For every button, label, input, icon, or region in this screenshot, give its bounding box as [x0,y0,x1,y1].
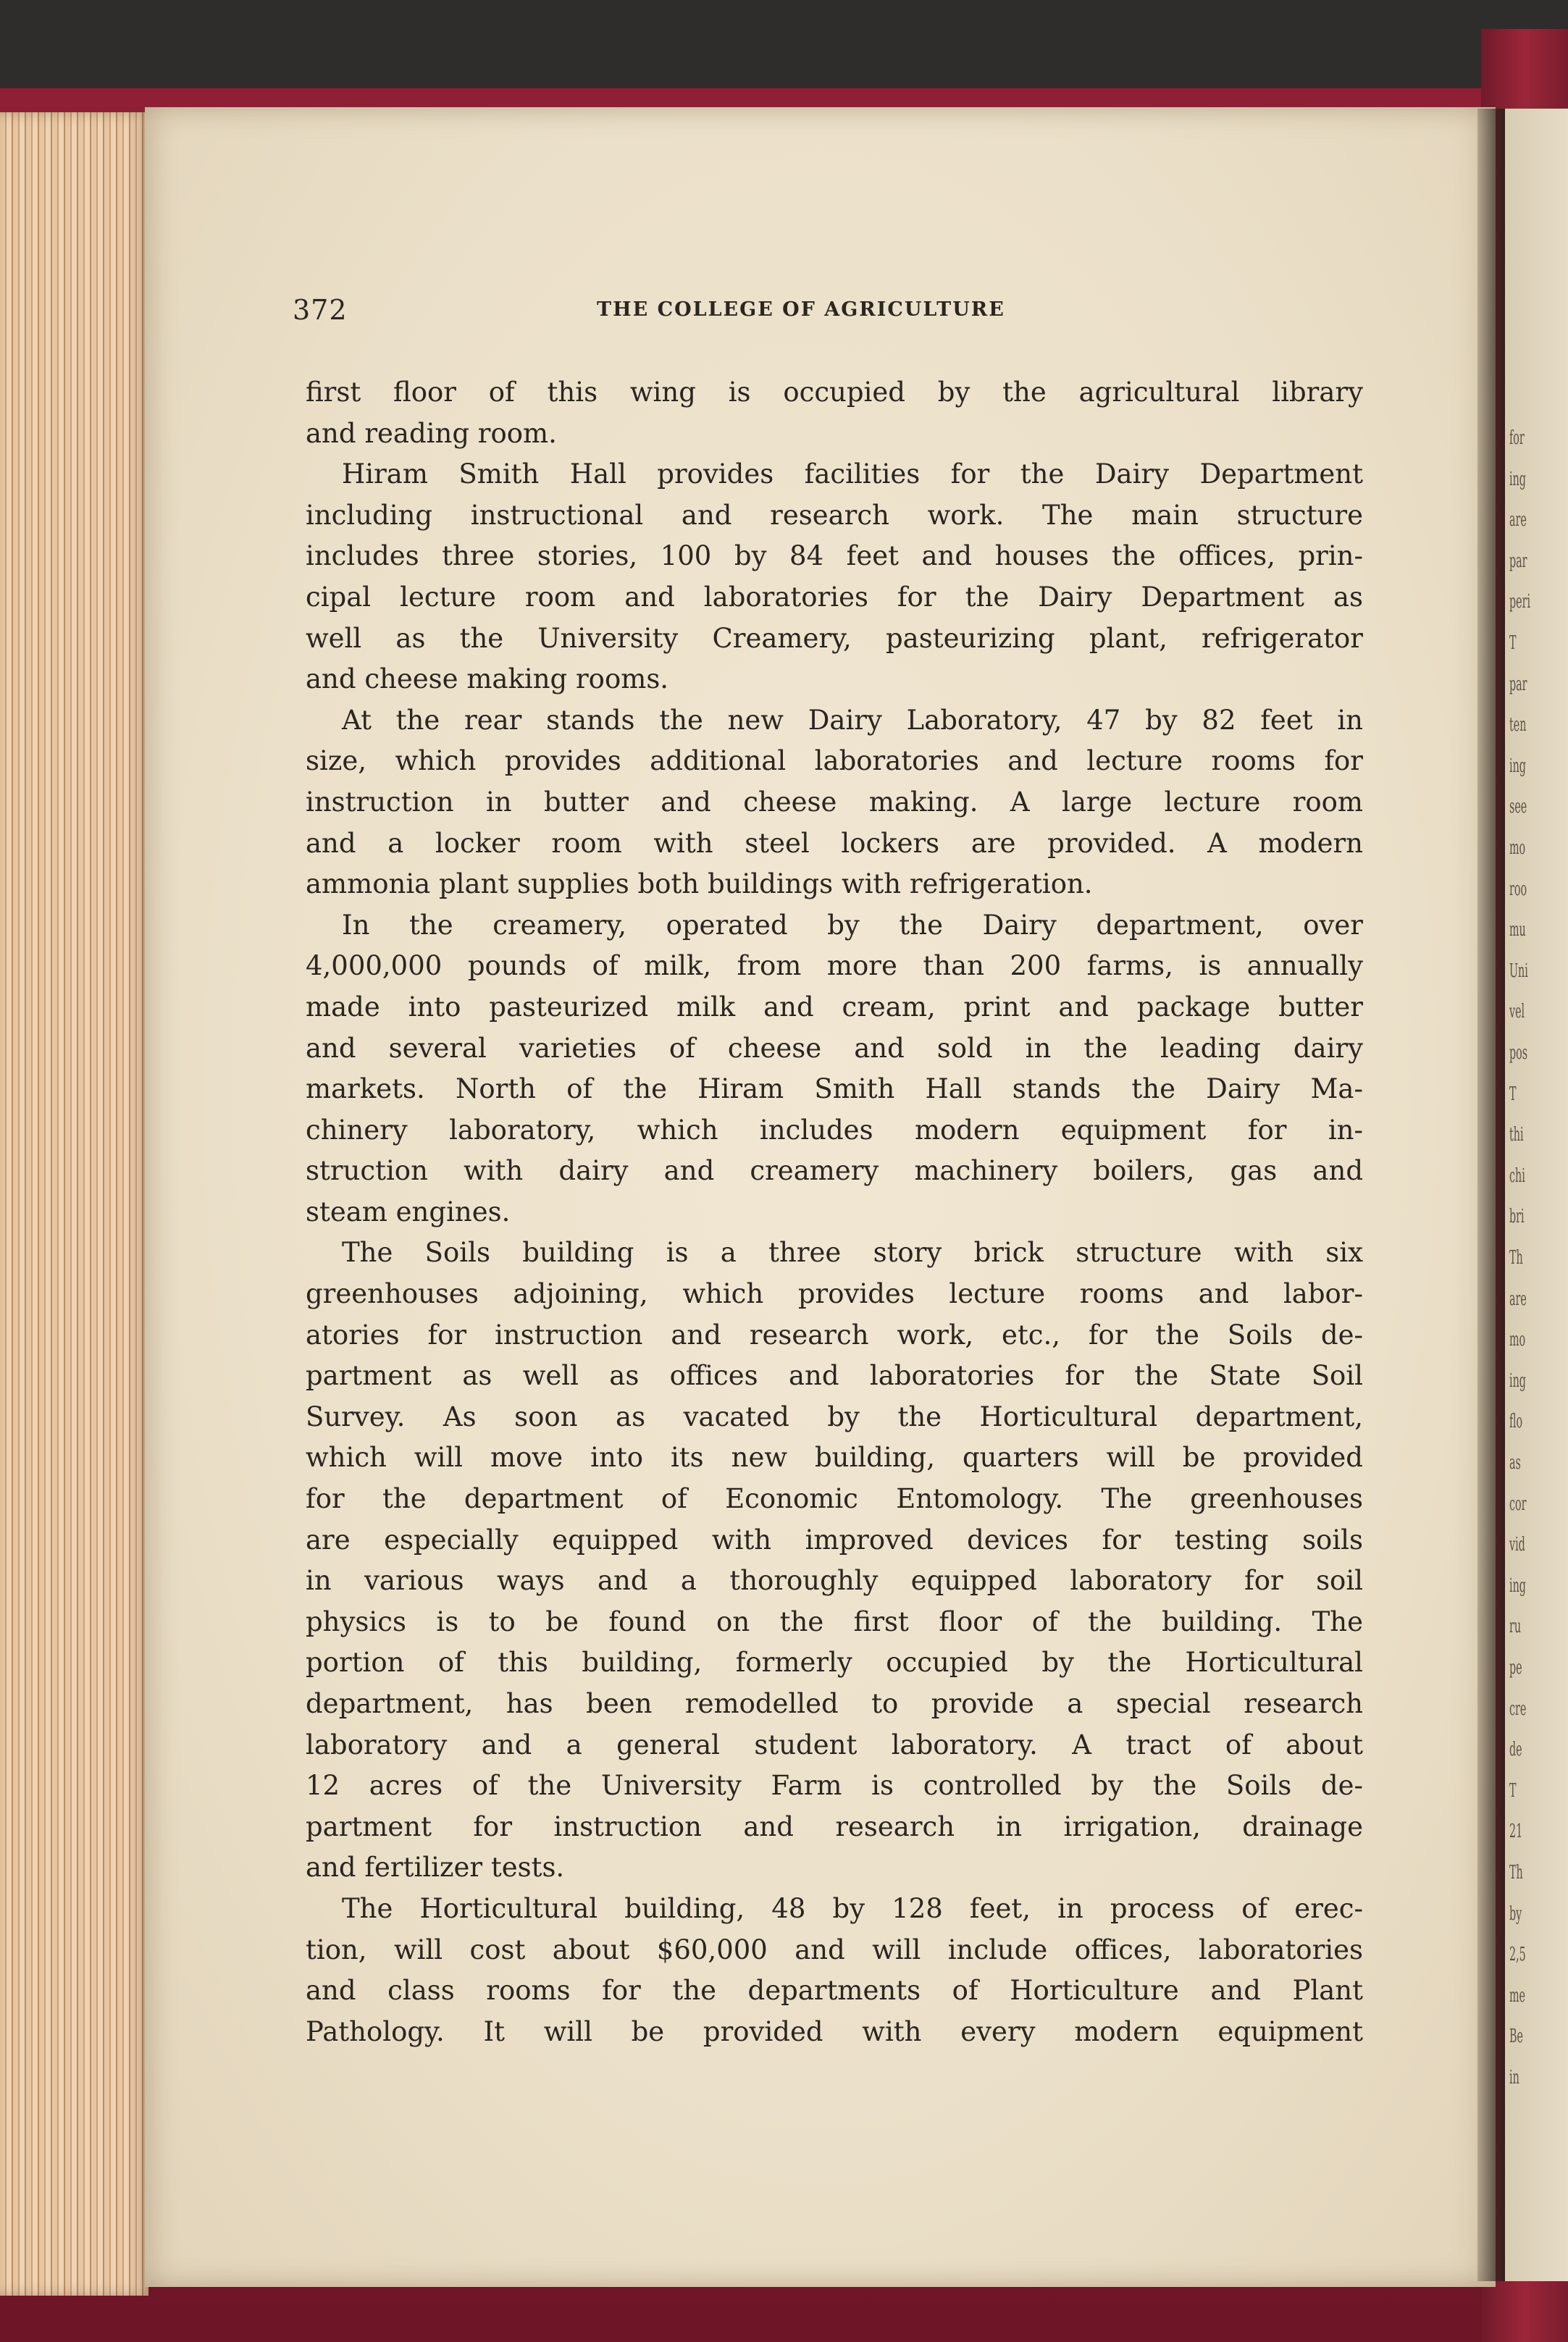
text-line: and reading room. [306,417,557,449]
text-line: At the rear stands the new Dairy Laboratory, 47 by 82 feet in [342,704,1363,736]
facing-page-fragment: par [1509,673,1527,695]
text-line: partment for instruction and research in irrigation, drainage [306,1810,1363,1842]
text-line: for the department of Economic Entomology. The greenhouses [306,1483,1363,1515]
facing-page-fragment: see [1509,796,1527,818]
text-line: laboratory and a general student laboratory. A tract of about [306,1729,1363,1760]
text-line: well as the University Creamery, pasteurizing plant, refrigerator [306,622,1363,654]
facing-page-fragment: de [1509,1739,1522,1761]
text-line: made into pasteurized milk and cream, print and package butter [306,991,1363,1023]
facing-page-fragment: cor [1509,1493,1527,1515]
text-line: steam engines. [306,1196,511,1227]
text-line: Pathology. It will be provided with every modern equipment [306,2015,1363,2047]
text-line: cipal lecture room and laboratories for the Dairy Department as [306,581,1363,613]
facing-page-fragment: ten [1509,714,1527,736]
text-line: in various ways and a thoroughly equipped laboratory for soil [306,1565,1363,1597]
text-line: 12 acres of the University Farm is controlled by the Soils de- [306,1770,1363,1802]
facing-page-fragment: vid [1509,1534,1525,1556]
text-line: portion of this building, formerly occupied by the Horticultural [306,1647,1363,1679]
text-line: including instructional and research work. The main structure [306,499,1363,531]
facing-page-fragment: ing [1509,755,1526,777]
facing-page-fragment: flo [1509,1411,1523,1433]
text-line: Survey. As soon as vacated by the Horticultural department, [306,1401,1363,1432]
body-text [306,372,1363,2052]
facing-page-fragment: ing [1509,1369,1526,1392]
text-line: physics is to be found on the first floor of the building. The [306,1606,1363,1637]
text-line: In the creamery, operated by the Dairy department, over [342,909,1363,941]
facing-page-fragment: T [1509,1779,1517,1802]
text-line: size, which provides additional laboratories and lecture rooms for [306,745,1363,777]
text-line: The Horticultural building, 48 by 128 feet, in process of erec- [342,1892,1363,1924]
facing-page-fragment: 21 [1509,1821,1523,1843]
text-line: struction with dairy and creamery machinery boilers, gas and [306,1155,1363,1187]
text-line: 4,000,000 pounds of milk, from more than 200 farms, is annually [306,950,1363,982]
facing-page-fragment: me [1509,1984,1526,2007]
text-line: department, has been remodelled to provide a special research [306,1688,1363,1719]
text-line: chinery laboratory, which includes modern equipment for in- [306,1114,1363,1146]
facing-page-fragment: ing [1509,468,1526,490]
running-head-title: THE COLLEGE OF AGRICULTURE [597,298,1005,321]
text-line: are especially equipped with improved devices for testing soils [306,1524,1363,1556]
facing-page-fragment: roo [1509,878,1527,900]
facing-page-fragment: chi [1509,1164,1525,1187]
text-line: markets. North of the Hiram Smith Hall stands the Dairy Ma- [306,1073,1363,1105]
facing-page-fragment: cre [1509,1697,1527,1720]
running-head [293,294,1362,337]
text-line: partment as well as offices and laboratories for the State Soil [306,1360,1363,1392]
text-line: Hiram Smith Hall provides facilities for the Dairy Department [342,458,1363,490]
page-gutter [1477,109,1505,2281]
page-edges-stack [0,112,148,2296]
text-line: instruction in butter and cheese making. A large lecture room [306,786,1363,818]
text-line: and a locker room with steel lockers are provided. A modern [306,827,1363,859]
facing-page-fragment: par [1509,550,1527,572]
facing-page-fragment: Th [1509,1247,1523,1269]
facing-page-fragment: as [1509,1452,1521,1474]
facing-page-fragment: Th [1509,1862,1523,1884]
facing-page-fragment: by [1509,1902,1522,1925]
text-line: and cheese making rooms. [306,663,669,695]
facing-page-fragment: in [1509,2067,1519,2089]
facing-page-fragment: peri [1509,591,1531,613]
text-line: includes three stories, 100 by 84 feet and houses the offices, prin- [306,540,1363,572]
facing-page-fragment: thi [1509,1124,1524,1146]
text-line: ammonia plant supplies both buildings with refrigeration. [306,868,1093,900]
text-line: The Soils building is a three story brick structure with six [342,1237,1363,1269]
facing-page-fragment: Be [1509,2026,1523,2048]
facing-page-fragment: T [1509,632,1517,654]
text-line: greenhouses adjoining, which provides lecture rooms and labor- [306,1278,1363,1310]
facing-page-fragment: T [1509,1083,1517,1105]
facing-page-fragment: for [1509,427,1525,449]
facing-page-fragment: pos [1509,1042,1528,1064]
facing-page-sliver [1505,109,1568,2281]
text-line: which will move into its new building, quarters will be provided [306,1442,1363,1474]
text-line: first floor of this wing is occupied by the agricultural library [306,377,1363,408]
page-number: 372 [293,294,348,326]
facing-page-fragment: ing [1509,1574,1526,1597]
facing-page-fragment: ru [1509,1616,1522,1638]
facing-page-fragment: are [1509,1288,1527,1310]
facing-page-fragment: pe [1509,1657,1522,1679]
text-line: and several varieties of cheese and sold in the leading dairy [306,1032,1363,1064]
facing-page-fragment: mo [1509,1329,1526,1351]
facing-page-fragment: 2,5 [1509,1944,1526,1966]
facing-page-fragment: mo [1509,837,1526,859]
facing-page-fragment: Uni [1509,960,1528,982]
facing-page-fragment: bri [1509,1206,1525,1228]
facing-page-fragment: are [1509,509,1527,532]
text-line: atories for instruction and research work, etc., for the Soils de- [306,1319,1363,1351]
text-line: tion, will cost about $60,000 and will include offices, laboratories [306,1934,1363,1965]
facing-page-fragment: vel [1509,1001,1525,1023]
text-line: and fertilizer tests. [306,1852,565,1884]
text-line: and class rooms for the departments of Horticulture and Plant [306,1975,1363,2007]
facing-page-fragment: mu [1509,919,1526,941]
